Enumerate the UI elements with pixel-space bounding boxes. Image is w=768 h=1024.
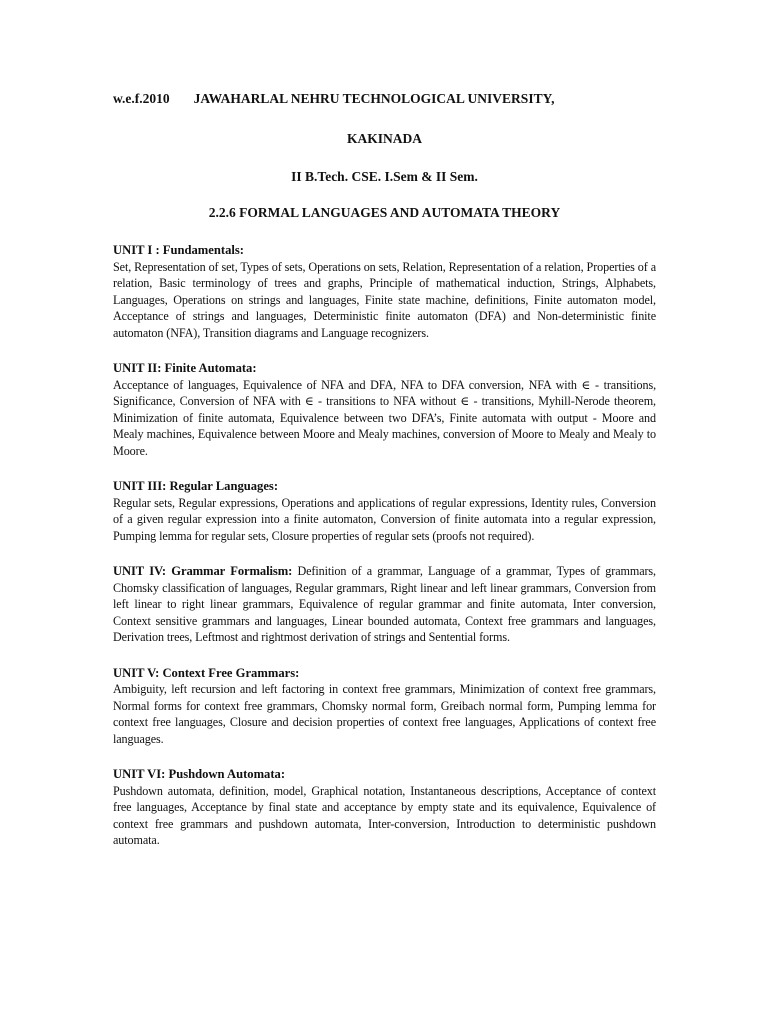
unit-title: UNIT V: Context Free Grammars: — [113, 665, 300, 680]
unit-body-text: Definition of a grammar, Language of a grammar, Types of grammars, Chomsky classification of languages, Regular grammars, Right linear and left linear grammars, Conversion from left linear to right linear grammars, Equivalence of regular grammar and finite automata, Inter conversion, Context sensitive grammars and languages, Linear bounded automata, Context free grammars and languages, Derivation trees, Leftmost and rightmost derivation of strings and Sentential forms. — [113, 564, 656, 644]
unit-title: UNIT IV: Grammar Formalism: — [113, 564, 293, 578]
unit-body: Acceptance of languages, Equivalence of NFA and DFA, NFA to DFA conversion, NFA with ∈ - transitions, Significance, Conversion of NFA with ∈ - transitions to NFA without ∈ - transitions, Myhill-Nerode theorem, Minimization of finite automata, Equivalence between two DFA’s, Finite automata with output - Moore and Mealy machines, Equivalence between Moore and Mealy machines, conversion of Moore to Mealy and Mealy to Moore. — [113, 377, 656, 458]
unit-section-3 — [113, 478, 656, 544]
document-header — [113, 90, 656, 108]
unit-body: Ambiguity, left recursion and left factoring in context free grammars, Minimization of context free grammars, Normal forms for context free grammars, Chomsky normal form, Greibach normal form, Pumping lemma for context free languages, Closure and decision properties of context free languages, Applications of context free languages. — [113, 682, 656, 746]
unit-section-6 — [113, 766, 656, 849]
course-title: II B.Tech. CSE. I.Sem & II Sem. — [291, 169, 478, 184]
unit-section-4 — [113, 563, 656, 646]
unit-title: UNIT I : Fundamentals: — [113, 243, 244, 257]
university-city: KAKINADA — [346, 131, 422, 146]
subject-title: 2.2.6 FORMAL LANGUAGES AND AUTOMATA THEORY — [208, 205, 561, 220]
unit-section-2 — [113, 360, 656, 459]
unit-body: Set, Representation of set, Types of sets, Operations on sets, Relation, Representation of a relation, Properties of a relation, Basic terminology of trees and graphs, Principle of mathematical induction, Strings, Alphabets, Languages, Operations on strings and languages, Finite state machine, definitions, Finite automaton model, Acceptance of strings and languages, Deterministic finite automaton (DFA) and Non-deterministic finite automaton (NFA), Transition diagrams and Language recognizers. — [113, 259, 656, 340]
unit-title: UNIT II: Finite Automata: — [113, 361, 257, 375]
unit-section-1 — [113, 242, 656, 341]
unit-body — [113, 563, 656, 646]
unit-body: Pushdown automata, definition, model, Graphical notation, Instantaneous descriptions, Acceptance of context free languages, Acceptance by final state and acceptance by empty state and its equivalence, Equivalence of context free grammars and pushdown automata, Inter-conversion, Introduction to deterministic pushdown automata. — [113, 783, 656, 847]
unit-body: Regular sets, Regular expressions, Operations and applications of regular expressions, Identity rules, Conversion of a given regular expression into a finite automaton, Conversion of finite automata into a regular expression, Pumping lemma for regular sets, Closure properties of regular sets (proofs not required). — [113, 495, 656, 543]
unit-section-5 — [113, 665, 656, 748]
effective-date: w.e.f.2010 — [113, 91, 170, 106]
university-name: JAWAHARLAL NEHRU TECHNOLOGICAL UNIVERSITY, — [193, 91, 555, 106]
unit-title: UNIT III: Regular Languages: — [113, 479, 279, 493]
unit-title: UNIT VI: Pushdown Automata: — [113, 767, 286, 781]
